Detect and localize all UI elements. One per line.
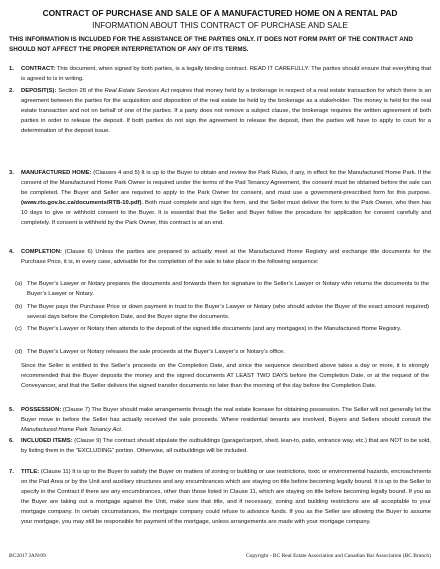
form-code: BC2017 JAN/09 (9, 553, 46, 559)
section-number: 5. (9, 407, 14, 413)
act-name: Real Estate Services Act (104, 88, 170, 94)
step-letter: (b) (15, 304, 23, 310)
completion-step-b (15, 302, 429, 322)
step-text: The Buyer pays the Purchase Price or down payment in trust to the Buyer’s Lawyer or Notary (who should advise the Buyer of the exact amount required) several days before the Completion Date, and the Buyer signs the documents. (27, 304, 429, 320)
section-heading: DEPOSIT(S): (21, 88, 57, 94)
section-included-items (9, 436, 431, 456)
section-number: 4. (9, 249, 14, 255)
section-heading: POSSESSION: (21, 407, 62, 413)
document-title: CONTRACT OF PURCHASE AND SALE OF A MANUFACTURED HOME ON A RENTAL PAD (42, 8, 398, 18)
section-text-cont: . Both must complete and sign the form, and the Seller must deliver the form to the Park Owner, who then has 10 days to give or withhold consent to the Buyer. It is essential that the Seller and Buyer follow the procedure for application for consent carefully and completely. If consent is withheld by the Park Owner, this contract is at an end. (21, 200, 431, 226)
section-contract (9, 64, 431, 84)
section-text: (Clause 7) The Buyer should make arrangements through the real estate licensee for obtaining possession. The Seller will not generally let the Buyer move in before the Seller has actually received the sale proceeds. Where residential tenants are involved, Buyers and Sellers should consult the (21, 407, 431, 423)
completion-step-c (15, 324, 429, 334)
section-number: 2. (9, 88, 14, 94)
section-number: 1. (9, 66, 14, 72)
section-number: 3. (9, 170, 14, 176)
act-name: Manufactured Home Park Tenancy Act (21, 427, 121, 433)
document-subtitle: INFORMATION ABOUT THIS CONTRACT OF PURCHASE AND SALE (92, 21, 348, 30)
section-number: 6. (9, 438, 14, 444)
completion-step-d (15, 347, 429, 357)
section-heading: CONTRACT: (21, 66, 56, 72)
section-text: (Clause 9) The contract should stipulate the outbuildings (garage/carport, shed, lean-to, patio, entrance way, etc.) that are NOT to be sold, by listing them in the “EXCLUDING” portion. Otherwise, all outbuildings will be included. (21, 438, 432, 454)
section-title (9, 467, 431, 527)
section-heading: COMPLETION: (21, 249, 62, 255)
section-completion (9, 247, 431, 267)
section-text: Section 28 of the (58, 88, 105, 94)
step-text: The Buyer’s Lawyer or Notary prepares the documents and forwards them for signature to the Seller’s Lawyer or Notary who returns the documents to the Buyer’s Lawyer or Notary. (27, 281, 429, 297)
completion-step-a (15, 279, 429, 299)
step-letter: (d) (15, 349, 23, 355)
completion-recommendation: Since the Seller is entitled to the Seller’s proceeds on the Completion Date, and since the sequence described above takes a day or more, it is strongly recommended that the Buyer deposits the money and the signed documents AT LEAST TWO DAYS before the Completion Date, or at the request of the Conveyancer, and that the Seller delivers the signed transfer documents no later than the morning of the day before the Completion Date. (21, 363, 429, 389)
section-possession: 5. POSSESSION: (Clause 7) The Buyer should make arrangements through the real estate licensee for obtaining possession. The Seller will not generally let the Buyer move in before the Seller has actually received the sale proceeds. Where residential tenants are involved, Buyers and Sellers should consult the Manufactured Home Park Tenancy Act. (9, 407, 431, 433)
step-text: The Buyer’s Lawyer or Notary then attends to the deposit of the signed title documents (and any mortgages) in the Manufactured Home Registry. (27, 326, 402, 332)
step-letter: (c) (15, 326, 22, 332)
section-deposits (9, 86, 431, 136)
section-text: (Clause 11) It is up to the Buyer to satisfy the Buyer on matters of zoning or building or use restrictions, toxic or environmental hazards, encroachments on the Pad Area or by the Unit and auxiliary structures and any encumbrances which are staying on title before becoming legally bound. It is up to the Seller to specify in the Contract if there are any encumbrances, other than those listed in Clause 11, which are staying on title before becoming legally bound. If you as the Buyer are taking out a mortgage against the Unit, make sure that title, and if necessary, zoning and building restrictions are all acceptable to your mortgage company. In certain circumstances, the mortgage company could refuse to advance funds. If you as the Seller are allowing the Buyer to assume your mortgage, you may still be responsible for payment of the mortgage, unless arrangements are made with your mortgage company. (21, 469, 431, 525)
section-text: (Clauses 4 and 5) It is up to the Buyer to obtain and review the Park Rules, if any, in effect for the Manufactured Home Park. If the consent of the Manufactured Home Park Owner is required under the terms of the Pad Tenancy Agreement, the consent must be obtained before the sale can be completed. The Buyer and Seller are required to apply to the Park Owner for consent, and must use a government-prescribed form for this purpose. (21, 170, 432, 196)
section-text-cont: requires that money held by a brokerage in respect of a real estate transaction for which there is an agreement between the parties for the acquisition and disposition of the real estate be held by the brokerage as a stakeholder. The money is held for the real estate transaction and not on behalf of one of the parties. If a party does not remove a subject clause, the brokerage requires the written agreement of both parties in order to release the deposit. If both parties do not sign the agreement to release the deposit, then the parties will have to apply to court for a determination of the deposit issue. (21, 88, 431, 134)
section-text: This document, when signed by both parties, is a legally binding contract. READ IT CAREFULLY. The parties should ensure that everything that is agreed to is in writing. (21, 66, 431, 82)
section-text: (Clause 6) Unless the parties are prepared to actually meet at the Manufactured Home Registry and exchange title documents for the Purchase Price, it is, in every case, advisable for the completion of the sale to take place in the following sequence: (21, 249, 431, 265)
disclaimer-notice: THIS INFORMATION IS INCLUDED FOR THE ASSISTANCE OF THE PARTIES ONLY. IT DOES NOT FORM PART OF THE CONTRACT AND SHOULD NOT AFFECT THE PROPER INTERPRETATION OF ANY OF ITS TERMS. (9, 36, 413, 53)
section-heading: MANUFACTURED HOME: (21, 170, 92, 176)
section-number: 7. (9, 469, 14, 475)
step-letter: (a) (15, 281, 23, 287)
copyright-notice: Copyright - BC Real Estate Association and Canadian Bar Association (BC Branch) (246, 553, 431, 559)
rtb-form-link[interactable]: (www.rto.gov.bc.ca/documents/RTB-10.pdf) (21, 200, 142, 206)
step-text: The Buyer’s Lawyer or Notary releases the sale proceeds at the Buyer’s Lawyer’s or Notary’s office. (27, 349, 286, 355)
section-heading: TITLE: (21, 469, 40, 475)
section-heading: INCLUDED ITEMS: (21, 438, 73, 444)
section-manufactured-home (9, 168, 431, 228)
